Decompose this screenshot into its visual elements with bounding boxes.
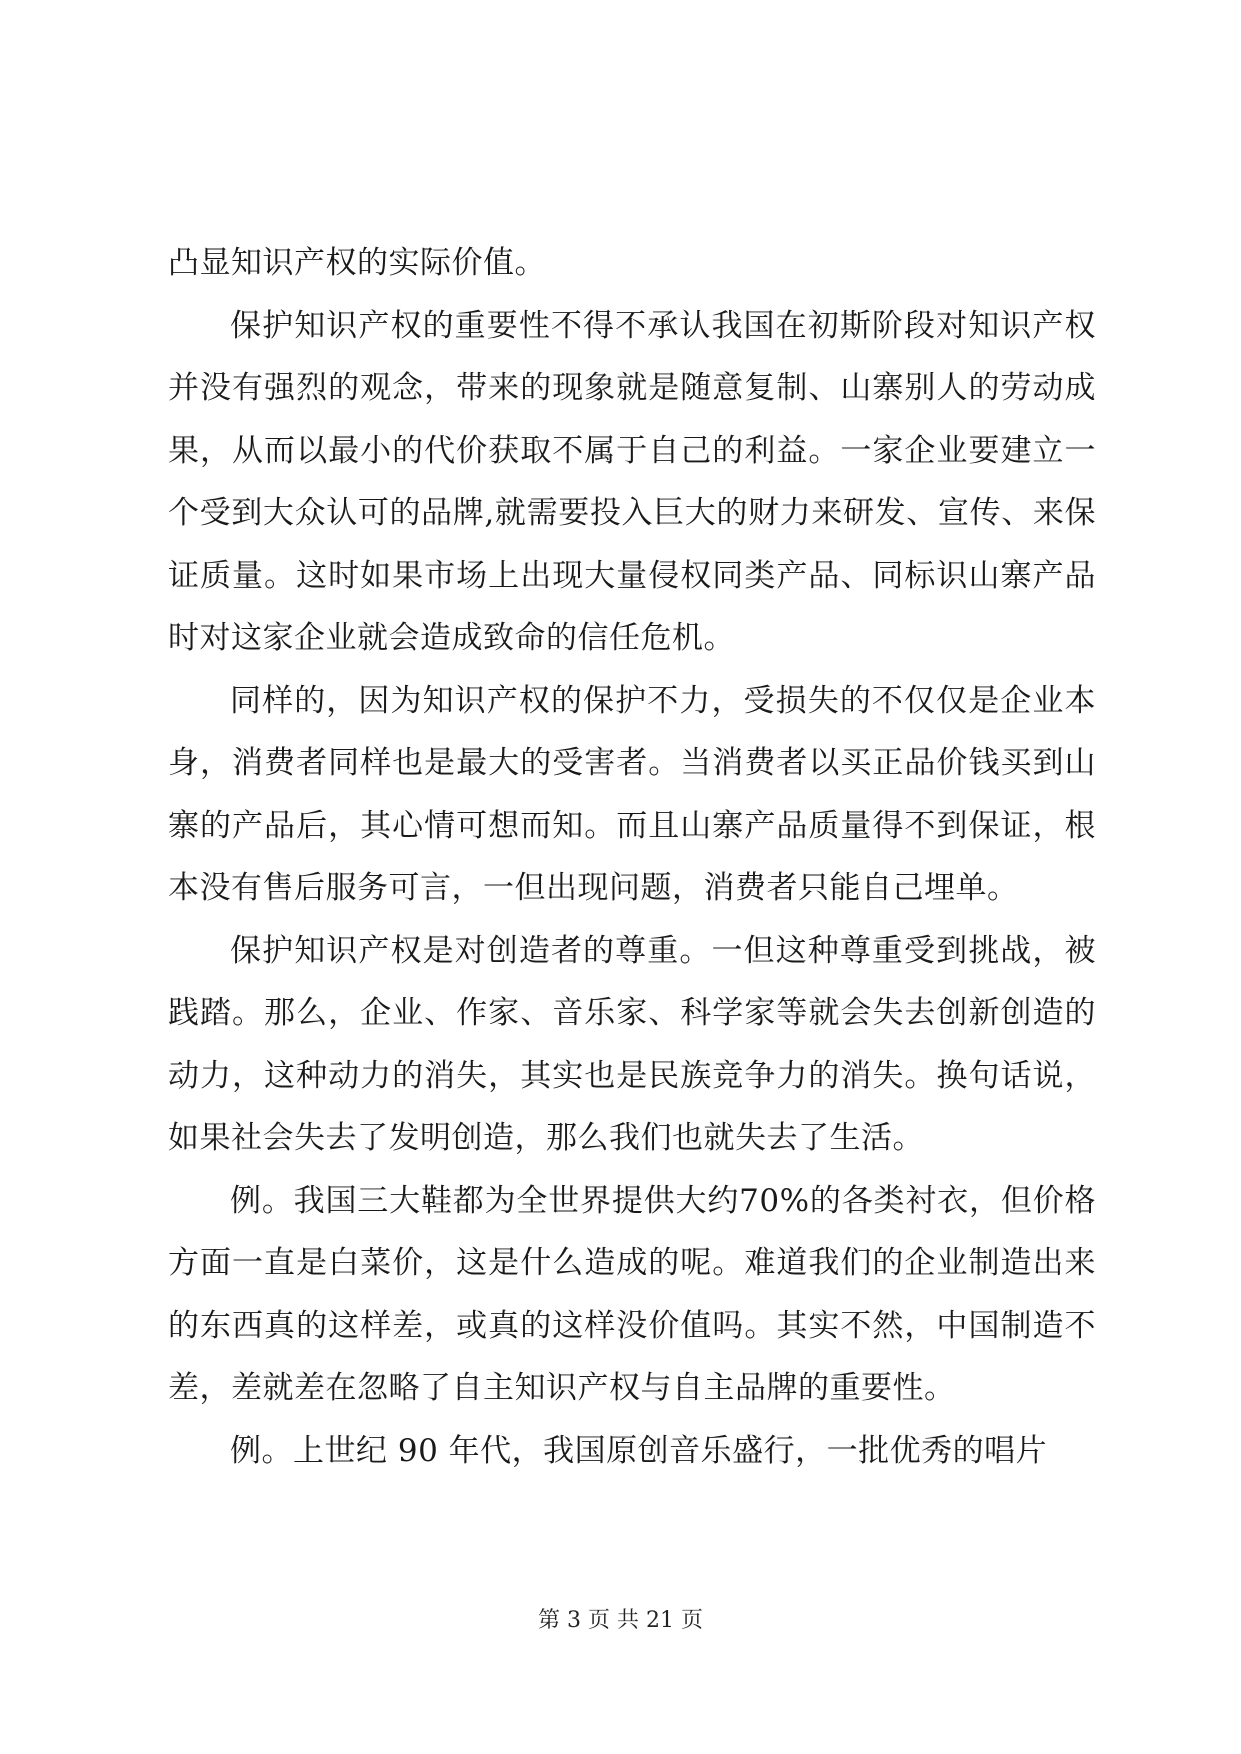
document-body xyxy=(168,232,1096,1482)
page-number-label: 第 3 页 共 21 页 xyxy=(538,1608,703,1633)
paragraph-4: 保护知识产权是对创造者的尊重。一但这种尊重受到挑战，被践踏。那么，企业、作家、音乐家、科学家等就会失去创新创造的动力，这种动力的消失，其实也是民族竞争力的消失。换句话说，如果社会失去了发明创造，那么我们也就失去了生活。 xyxy=(168,932,1096,1156)
paragraph-2: 保护知识产权的重要性不得不承认我国在初斯阶段对知识产权并没有强烈的观念，带来的现象就是随意复制、山寨别人的劳动成果，从而以最小的代价获取不属于自己的利益。一家企业要建立一个受到大众认可的品牌,就需要投入巨大的财力来研发、宣传、来保证质量。这时如果市场上出现大量侵权同类产品、同标识山寨产品时对这家企业就会造成致命的信任危机。 xyxy=(168,307,1096,656)
paragraph-5: 例。我国三大鞋都为全世界提供大约70%的各类衬衣，但价格方面一直是白菜价，这是什么造成的呢。难道我们的企业制造出来的东西真的这样差，或真的这样没价值吗。其实不然，中国制造不差，差就差在忽略了自主知识产权与自主品牌的重要性。 xyxy=(168,1182,1096,1406)
paragraph-1: 凸显知识产权的实际价值。 xyxy=(168,245,546,281)
paragraph-6: 例。上世纪 90 年代，我国原创音乐盛行，一批优秀的唱片 xyxy=(230,1432,1048,1469)
page-footer xyxy=(0,1606,1241,1636)
paragraph-3: 同样的，因为知识产权的保护不力，受损失的不仅仅是企业本身，消费者同样也是最大的受害者。当消费者以买正品价钱买到山寨的产品后，其心情可想而知。而且山寨产品质量得不到保证，根本没有售后服务可言，一但出现问题，消费者只能自己埋单。 xyxy=(168,682,1096,906)
